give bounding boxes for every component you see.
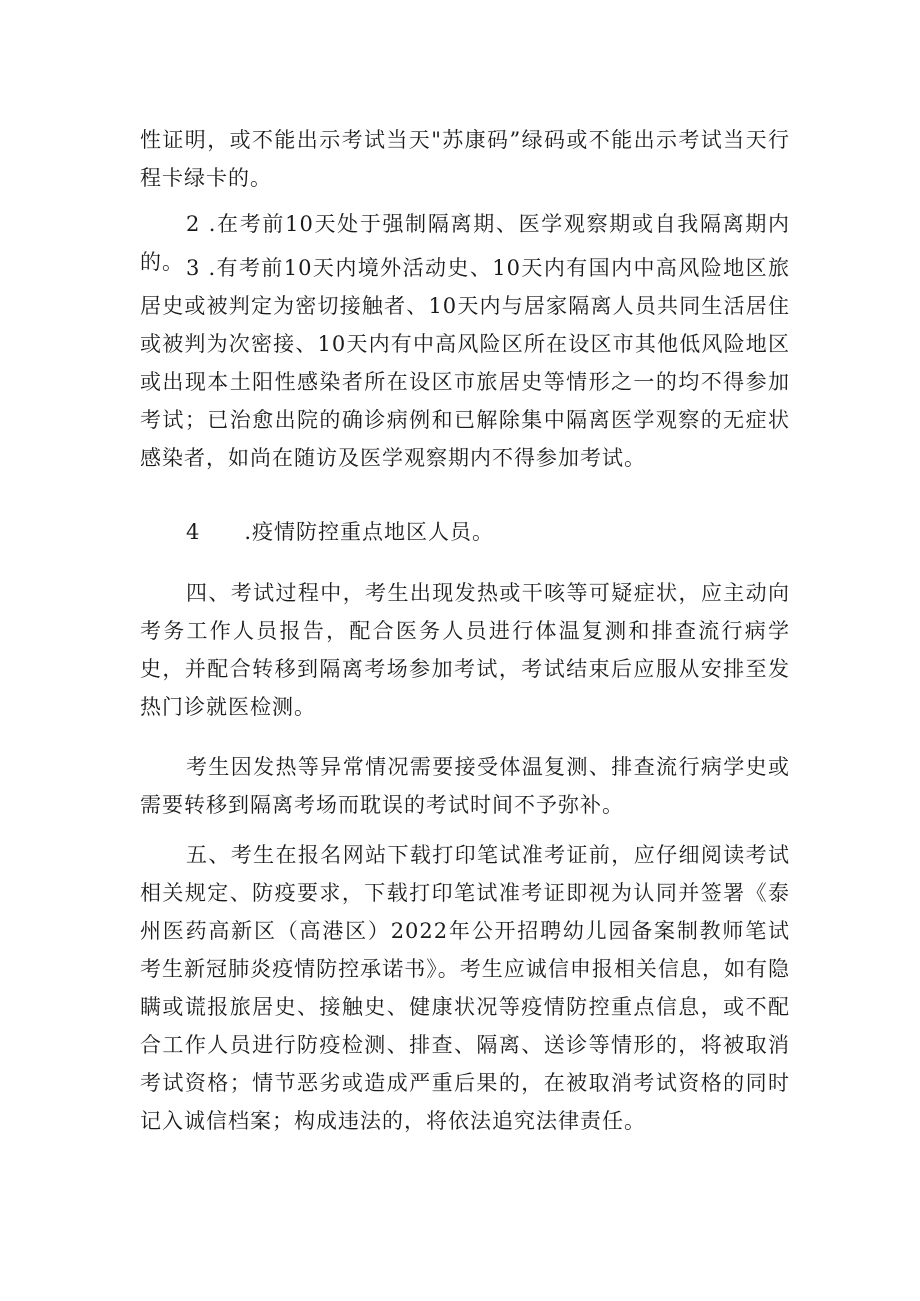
paragraph-delay-notice: 考生因发热等异常情况需要接受体温复测、排查流行病学史或需要转移到隔离考场而耽误的考试时间不予弥补。 — [140, 755, 790, 817]
paragraph-item-3: 3 .有考前10天内境外活动史、10天内有国内中高风险地区旅居史或被判定为密切接触者、10天内与居家隔离人员共同生活居住或被判为次密接、10天内有中高风险区所在设区市其他低风险地区或出现本土阳性感染者所在设区市旅居史等情形之一的均不得参加考试；已治愈出院的确诊病例和已解除集中隔离医学观察的无症状感染者，如尚在随访及医学观察期内不得参加考试。 — [140, 256, 790, 470]
paragraph-continuation: 性证明，或不能出示考试当天"苏康码”绿码或不能出示考试当天行程卡绿卡的。 — [140, 128, 790, 190]
paragraph-section-4: 四、考试过程中，考生出现发热或干咳等可疑症状，应主动向考务工作人员报告，配合医务人员进行体温复测和排查流行病学史，并配合转移到隔离考场参加考试，考试结束后应服从安排至发热门诊就医检测。 — [140, 581, 790, 719]
paragraph-item-4: 4 .疫情防控重点地区人员。 — [186, 520, 495, 544]
paragraph-section-5: 五、考生在报名网站下载打印笔试准考证前，应仔细阅读考试相关规定、防疫要求，下载打印笔试准考证即视为认同并签署《泰州医药高新区（高港区）2022年公开招聘幼儿园备案制教师笔试考生新冠肺炎疫情防控承诺书》。考生应诚信申报相关信息，如有隐瞒或谎报旅居史、接触史、健康状况等疫情防控重点信息，或不配合工作人员进行防疫检测、排查、隔离、送诊等情形的，将被取消考试资格；情节恶劣或造成严重后果的，在被取消考试资格的同时记入诚信档案；构成违法的，将依法追究法律责任。 — [140, 843, 790, 1133]
paragraph-item-2: 2 .在考前10天处于强制隔离期、医学观察期或自我隔离期内的。 — [140, 212, 790, 274]
